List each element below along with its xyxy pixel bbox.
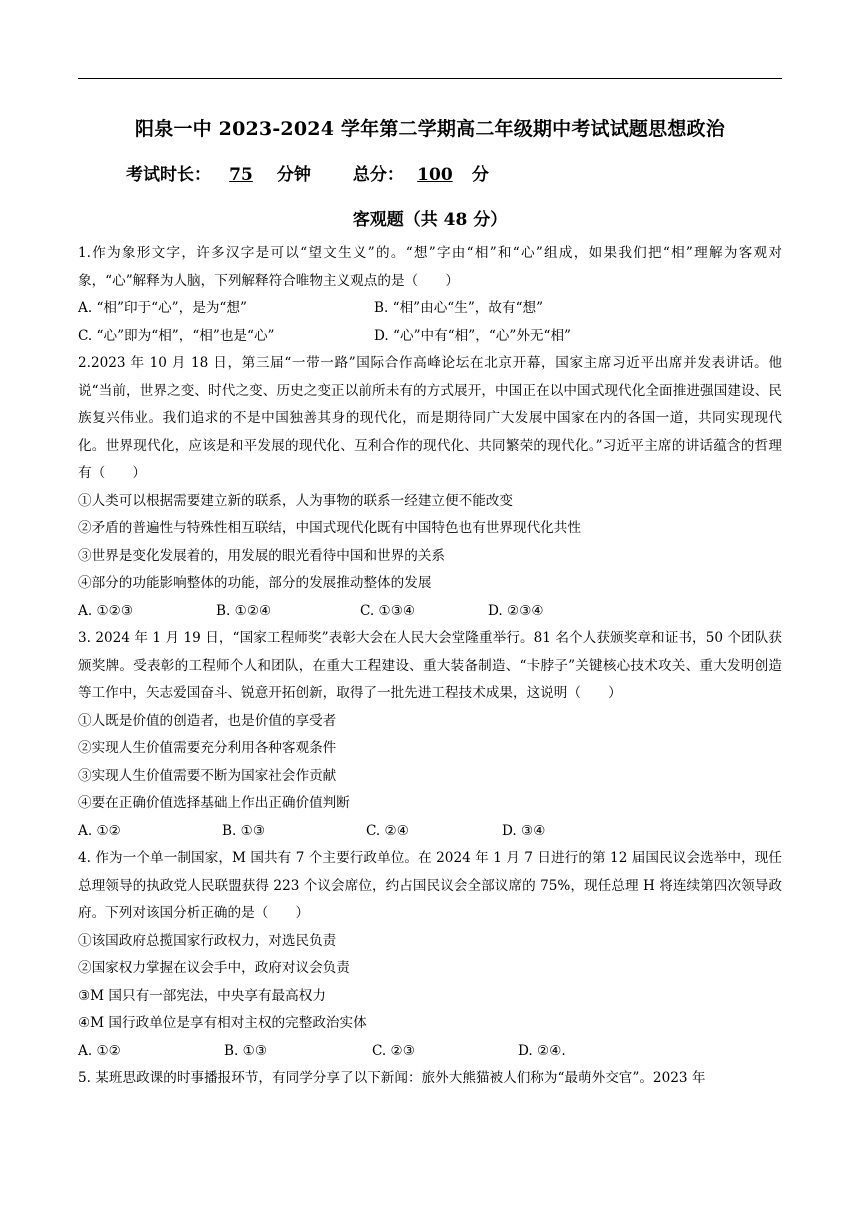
option-b[interactable]: B. ①②④ [216, 602, 272, 619]
statement-1: ①该国政府总揽国家行政权力，对选民负责 [78, 932, 337, 949]
option-c[interactable]: C. “心”即为“相”，“相”也是“心” [78, 327, 275, 344]
statement-4: ④要在正确价值选择基础上作出正确价值判断 [78, 795, 350, 811]
score-value: 100 [417, 165, 453, 185]
statement-2: ②矛盾的普遍性与特殊性相互联结，中国式现代化既有中国特色也有世界现代化共性 [78, 520, 581, 536]
question-4 [78, 845, 782, 1065]
question-1 [78, 240, 782, 350]
duration-unit: 分钟 [276, 165, 311, 185]
option-b[interactable]: B. ①③ [222, 822, 266, 839]
statement-1: ①人既是价值的创造者，也是价值的享受者 [78, 712, 337, 729]
question-stem: 5. 某班思政课的时事播报环节，有同学分享了以下新闻：旅外大熊猫被人们称为“最萌外交官”。2023 年 [78, 1070, 706, 1086]
option-row [78, 323, 782, 351]
section-title: 客观题（共 48 分） [352, 210, 508, 230]
statement-4: ④M 国行政单位是享有相对主权的完整政治实体 [78, 1015, 367, 1031]
option-row [78, 295, 782, 323]
score-label: 总分： [352, 165, 404, 185]
duration-value: 75 [229, 165, 253, 185]
option-row [78, 818, 782, 846]
option-d[interactable]: D. ②③④ [488, 602, 544, 619]
statement-2: ②实现人生价值需要充分利用各种客观条件 [78, 740, 337, 756]
option-b[interactable]: B. ①③ [224, 1042, 268, 1059]
top-rule [78, 78, 782, 79]
option-row [78, 1038, 782, 1066]
statement-3: ③实现人生价值需要不断为国家社会作贡献 [78, 767, 337, 784]
question-3 [78, 625, 782, 845]
score-unit: 分 [471, 165, 489, 185]
statement-3: ③M 国只有一部宪法，中央享有最高权力 [78, 987, 326, 1004]
option-c[interactable]: C. ①③④ [360, 602, 416, 619]
statement-1: ①人类可以根据需要建立新的联系，人为事物的联系一经建立便不能改变 [78, 492, 513, 509]
statement-3: ③世界是变化发展着的，用发展的眼光看待中国和世界的关系 [78, 547, 446, 564]
option-a[interactable]: A. ①②③ [78, 602, 134, 619]
question-stem: 1.作为象形文字，许多汉字是可以“望文生义”的。“想”字由“相”和“心”组成，如果我们把“相”理解为客观对象，“心”解释为人脑，下列解释符合唯物主义观点的是（ ） [78, 245, 782, 289]
question-stem: 4. 作为一个单一制国家，M 国共有 7 个主要行政单位。在 2024 年 1 月 7 日进行的第 12 届国民议会选举中，现任总理领导的执政党人民联盟获得 223 个议会席位，约占国民议会全部议席的 75%，现任总理 H 将连续第四次领导政府。下列对该国分析正确的是（ ） [78, 850, 782, 921]
question-list [78, 240, 782, 1093]
question-5 [78, 1065, 782, 1093]
option-a[interactable]: A. ①② [78, 822, 121, 839]
option-row [78, 598, 782, 626]
option-a[interactable]: A. ①② [78, 1042, 121, 1059]
option-c[interactable]: C. ②③ [372, 1042, 415, 1059]
option-d[interactable]: D. “心”中有“相”，“心”外无“相” [374, 327, 571, 344]
option-d[interactable]: D. ②④. [518, 1042, 566, 1059]
statement-2: ②国家权力掌握在议会手中，政府对议会负责 [78, 960, 350, 976]
page-title: 阳泉一中 2023-2024 学年第二学期高二年级期中考试试题思想政治 [135, 118, 725, 140]
question-2 [78, 350, 782, 625]
statement-4: ④部分的功能影响整体的功能，部分的发展推动整体的发展 [78, 575, 432, 591]
option-d[interactable]: D. ③④ [502, 822, 546, 839]
duration-label: 考试时长： [126, 165, 211, 185]
question-stem: 2.2023 年 10 月 18 日，第三届“一带一路”国际合作高峰论坛在北京开幕，国家主席习近平出席并发表讲话。他说“当前，世界之变、时代之变、历史之变正以前所未有的方式展开，中国正在以中国式现代化全面推进强国建设、民族复兴伟业。我们追求的不是中国独善其身的现代化，而是期待同广大发展中国家在内的各国一道，共同实现现代化。世界现代化，应该是和平发展的现代化、互利合作的现代化、共同繁荣的现代化。”习近平主席的讲话蕴含的哲理有（ ） [78, 355, 782, 481]
option-c[interactable]: C. ②④ [366, 822, 409, 839]
option-b[interactable]: B. “相”由心“生”，故有“想” [374, 300, 544, 316]
question-stem: 3. 2024 年 1 月 19 日，“国家工程师奖”表彰大会在人民大会堂隆重举行。81 名个人获颁奖章和证书，50 个团队获颁奖牌。受表彰的工程师个人和团队，在重大工程建设、重大装备制造、“卡脖子”关键核心技术攻关、重大发明创造等工作中，矢志爱国奋斗、锐意开拓创新，取得了一批先进工程技术成果，这说明（ ） [78, 630, 782, 701]
option-a[interactable]: A. “相”印于“心”，是为“想” [78, 300, 247, 316]
exam-meta [126, 160, 489, 185]
